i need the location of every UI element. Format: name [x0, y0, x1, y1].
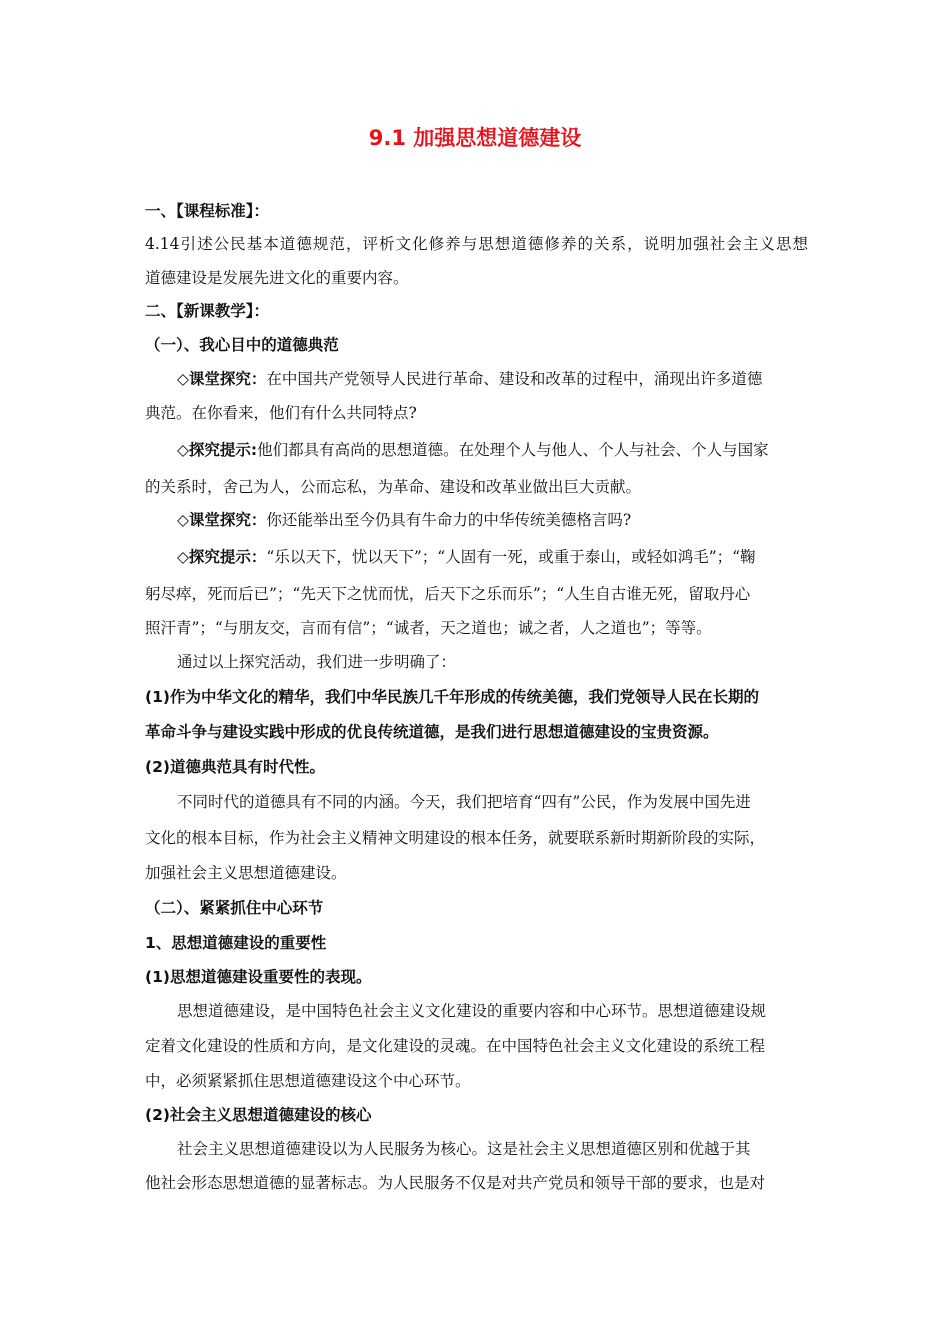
point-heading: (1)思想道德建设重要性的表现。	[145, 968, 372, 986]
hint-paragraph	[177, 440, 769, 460]
point-heading: (2)社会主义思想道德建设的核心	[145, 1106, 372, 1124]
body-line: 加强社会主义思想道德建设。	[145, 864, 347, 882]
point-heading: 1、思想道德建设的重要性	[145, 934, 327, 952]
inquiry-paragraph	[177, 510, 631, 530]
body-line: 思想道德建设，是中国特色社会主义文化建设的重要内容和中心环节。思想道德建设规	[177, 1002, 767, 1020]
body-line: 通过以上探究活动，我们进一步明确了：	[177, 653, 457, 671]
hint-text: 他们都具有高尚的思想道德。在处理个人与他人、个人与社会、个人与国家	[257, 441, 769, 459]
hint-label: ◇探究提示：	[177, 548, 267, 566]
body-line: 的关系时，舍己为人，公而忘私，为革命、建设和改革业做出巨大贡献。	[145, 478, 642, 496]
section-heading-new-lesson: 二、【新课教学】：	[145, 302, 270, 320]
section-heading-standard: 一、【课程标准】：	[145, 202, 270, 220]
key-point-heading: (2)道德典范具有时代性。	[145, 758, 325, 776]
hint-text: “乐以天下，忧以天下”；“人固有一死，或重于泰山，或轻如鸿毛”；“鞠	[266, 548, 756, 566]
body-line: 照汗青”；“与朋友交，言而有信”；“诚者，天之道也；诚之者，人之道也”；等等。	[145, 619, 712, 637]
body-line: 躬尽瘁，死而后已”；“先天下之忧而忧，后天下之乐而乐”；“人生自古谁无死，留取丹心	[145, 585, 751, 603]
inquiry-label: ◇课堂探究：	[177, 370, 267, 388]
inquiry-label: ◇课堂探究：	[177, 511, 267, 529]
body-line: 中，必须紧紧抓住思想道德建设这个中心环节。	[145, 1072, 471, 1090]
body-line: 他社会形态思想道德的显著标志。为人民服务不仅是对共产党员和领导干部的要求，也是对	[145, 1174, 766, 1192]
subsection-heading: （二）、紧紧抓住中心环节	[145, 899, 324, 917]
body-line: 社会主义思想道德建设以为人民服务为核心。这是社会主义思想道德区别和优越于其	[177, 1140, 751, 1158]
key-point-line: 革命斗争与建设实践中形成的优良传统道德，是我们进行思想道德建设的宝贵资源。	[145, 723, 719, 741]
hint-label: ◇探究提示:	[177, 441, 258, 459]
body-line: 道德建设是发展先进文化的重要内容。	[145, 269, 409, 287]
subsection-heading: （一）、我心目中的道德典范	[145, 336, 339, 354]
hint-paragraph	[177, 547, 756, 567]
inquiry-text: 你还能举出至今仍具有牛命力的中华传统美德格言吗?	[266, 511, 632, 529]
body-line: 文化的根本目标，作为社会主义精神文明建设的根本任务，就要联系新时期新阶段的实际，	[145, 829, 766, 847]
body-line: 典范。在你看来，他们有什么共同特点?	[145, 404, 417, 422]
page-title: 9.1 加强思想道德建设	[368, 126, 582, 150]
key-point-line: (1)作为中华文化的精华，我们中华民族几千年形成的传统美德，我们党领导人民在长期的	[145, 688, 759, 706]
body-line: 4.14引述公民基本道德规范，评析文化修养与思想道德修养的关系，说明加强社会主义思想	[145, 235, 808, 253]
body-line: 不同时代的道德具有不同的内涵。今天，我们把培育“四有”公民，作为发展中国先进	[177, 793, 751, 811]
body-line: 定着文化建设的性质和方向，是文化建设的灵魂。在中国特色社会主义文化建设的系统工程	[145, 1037, 766, 1055]
inquiry-text: 在中国共产党领导人民进行革命、建设和改革的过程中，涌现出许多道德	[266, 370, 763, 388]
inquiry-paragraph	[177, 369, 808, 389]
